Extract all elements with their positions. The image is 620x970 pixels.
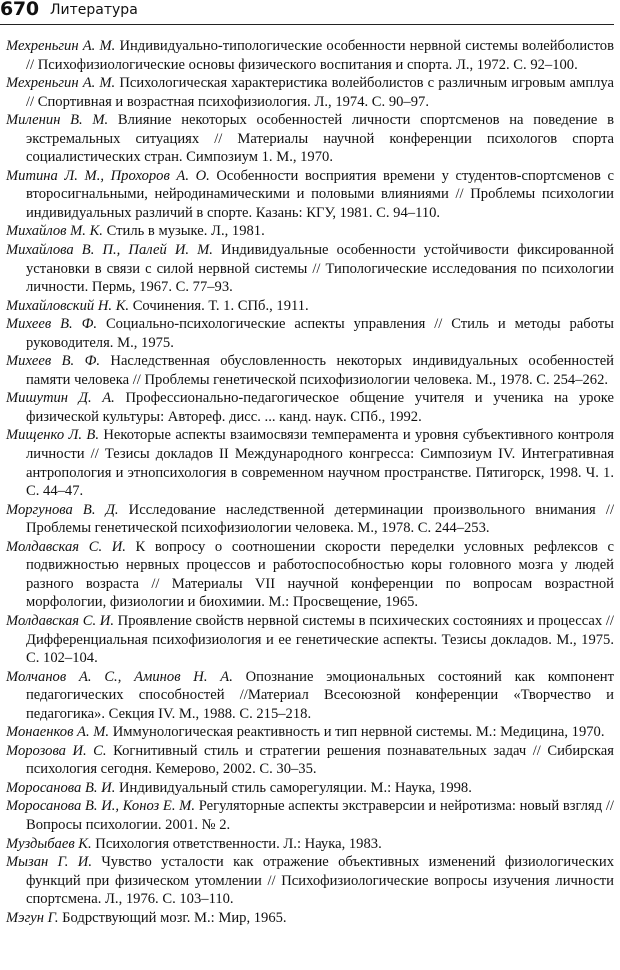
reference-list	[6, 37, 614, 927]
reference-author: Мехреньгин А. М.	[6, 75, 116, 92]
reference-author: Морозова И. С.	[6, 742, 107, 759]
reference-entry	[6, 222, 614, 241]
reference-author: Мэгун Г.	[6, 909, 59, 926]
reference-author: Михайлова В. П., Палей И. М.	[6, 242, 213, 259]
reference-entry	[6, 352, 614, 389]
reference-entry	[6, 797, 614, 834]
reference-author: Моргунова В. Д.	[6, 501, 119, 518]
reference-author: Мехреньгин А. М.	[6, 38, 116, 54]
reference-author: Мишутин Д. А.	[6, 390, 115, 407]
reference-entry	[6, 853, 614, 909]
reference-text: Психология ответственности. Л.: Наука, 1983.	[91, 835, 382, 852]
reference-text: Когнитивный стиль и стратегии решения познавательных задач // Сибирская психология сегодня. Кемерово, 2002. С. 30–35.	[26, 742, 614, 778]
reference-entry	[6, 538, 614, 612]
running-head: Литература	[50, 2, 138, 18]
reference-entry	[6, 37, 614, 74]
reference-text: Проявление свойств нервной системы в психических состояниях и процессах // Дифференциальная психофизиология и ее генетические аспекты. Тезисы докладов. М., 1975. С. 102–104.	[26, 612, 614, 667]
reference-text: Влияние некоторых особенностей личности спортсменов на поведение в экстремальных ситуациях // Материалы научной конференции психологов спорта социалистических стран. Симпозиум 1. М., 1970.	[26, 112, 614, 166]
reference-author: Молдавская С. И.	[6, 612, 114, 629]
reference-text: Особенности восприятия времени у студентов-спортсменов с второсигнальными, нейродинамическими и половыми влияниями // Проблемы психологии индивидуальных различий в спорте. Казань: КГУ, 1981. С. 94–110.	[26, 167, 614, 221]
reference-text: Психологическая характеристика волейболистов с различным игровым амплуа // Спортивная и возрастная психофизиология. Л., 1974. С. 90–97.	[26, 75, 614, 110]
reference-text: Чувство усталости как отражение объективных изменений физиологических функций при физическом утомлении // Психофизиологические вопросы изучения личности спортсмена. Л., 1976. С. 103–110.	[26, 854, 614, 908]
reference-author: Михайлов М. К.	[6, 223, 103, 240]
reference-entry	[6, 389, 614, 426]
reference-entry	[6, 297, 614, 316]
reference-author: Молчанов А. С., Аминов Н. А.	[6, 668, 233, 685]
reference-entry	[6, 668, 614, 724]
reference-entry	[6, 612, 614, 668]
reference-author: Мызан Г. И.	[6, 854, 92, 871]
reference-text: Индивидуально-типологические особенности нервной системы волейболистов // Психофизиологические основы физического воспитания и спорта. Л., 1972. С. 92–100.	[26, 38, 614, 73]
reference-entry	[6, 111, 614, 167]
reference-author: Монаенков А. М.	[6, 724, 110, 741]
reference-text: Регуляторные аспекты экстраверсии и нейротизма: новый взгляд // Вопросы психологии. 2001. № 2.	[26, 798, 614, 833]
reference-text: Индивидуальный стиль саморегуляции. М.: Наука, 1998.	[115, 779, 472, 796]
reference-text: К вопросу о соотношении скорости переделки условных рефлексов с подвижностью нервных процессов и работоспособностью коры головного мозга у людей разного возраста // Материалы VII научной конференции по вопросам возрастной морфологии, физиологии и биохимии. М.: Просвещение, 1965.	[26, 538, 614, 611]
reference-author: Митина Л. М., Прохоров А. О.	[6, 167, 210, 184]
reference-entry	[6, 241, 614, 297]
reference-entry	[6, 742, 614, 779]
reference-author: Миленин В. М.	[6, 112, 109, 129]
reference-entry	[6, 426, 614, 500]
reference-text: Бодрствующий мозг. М.: Мир, 1965.	[58, 909, 287, 926]
reference-text: Индивидуальные особенности устойчивости фиксированной установки в связи с силой нервной системы // Типологические исследования по психологии личности. Пермь, 1967. С. 77–93.	[26, 242, 614, 296]
reference-author: Мищенко Л. В.	[6, 427, 99, 444]
reference-author: Молдавская С. И.	[6, 538, 126, 555]
reference-author: Михайловский Н. К.	[6, 297, 130, 314]
reference-entry	[6, 315, 614, 352]
reference-entry	[6, 74, 614, 111]
page-header	[0, 0, 614, 25]
reference-text: Иммунологическая реактивность и тип нервной системы. М.: Медицина, 1970.	[109, 724, 605, 741]
reference-text: Сочинения. Т. 1. СПб., 1911.	[129, 297, 309, 314]
reference-author: Михеев В. Ф.	[6, 316, 98, 333]
reference-text: Опознание эмоциональных состояний как компонент педагогических способностей //Материал Всесоюзной конференции «Творчество и педагогика». Секция IV. М., 1988. С. 215–218.	[26, 668, 614, 722]
reference-entry	[6, 723, 614, 742]
reference-text: Стиль в музыке. Л., 1981.	[102, 223, 265, 240]
reference-entry	[6, 835, 614, 854]
reference-author: Михеев В. Ф.	[6, 353, 100, 370]
reference-text: Исследование наследственной детерминации произвольного внимания // Проблемы генетической психофизиологии человека. М., 1978. С. 244–253.	[26, 501, 614, 537]
reference-entry	[6, 909, 614, 928]
reference-text: Наследственная обусловленность некоторых индивидуальных особенностей памяти человека // Проблемы генетической психофизиологии человека. М., 1978. С. 254–262.	[26, 353, 614, 388]
page-number: 670	[0, 0, 39, 20]
reference-author: Моросанова В. И.	[6, 779, 116, 796]
reference-author: Муздыбаев К.	[6, 835, 92, 852]
reference-entry	[6, 501, 614, 538]
reference-text: Профессионально-педагогическое общение учителя и ученика на уроке физической культуры: Автореф. дисс. ... канд. наук. СПб., 1992.	[26, 390, 614, 425]
reference-text: Социально-психологические аспекты управления // Стиль и методы работы руководителя. М., 1975.	[26, 316, 614, 351]
reference-author: Моросанова В. И., Коноз Е. М.	[6, 798, 195, 815]
reference-text: Некоторые аспекты взаимосвязи темперамента и уровня субъективного контроля личности // Тезисы докладов II Международного конгресса: Симпозиум IV. Интегративная антропология и этнопсихология в современном научном пространстве. Пятигорск, 1998. Ч. 1. С. 44–47.	[26, 427, 614, 500]
reference-entry	[6, 779, 614, 798]
reference-entry	[6, 167, 614, 223]
